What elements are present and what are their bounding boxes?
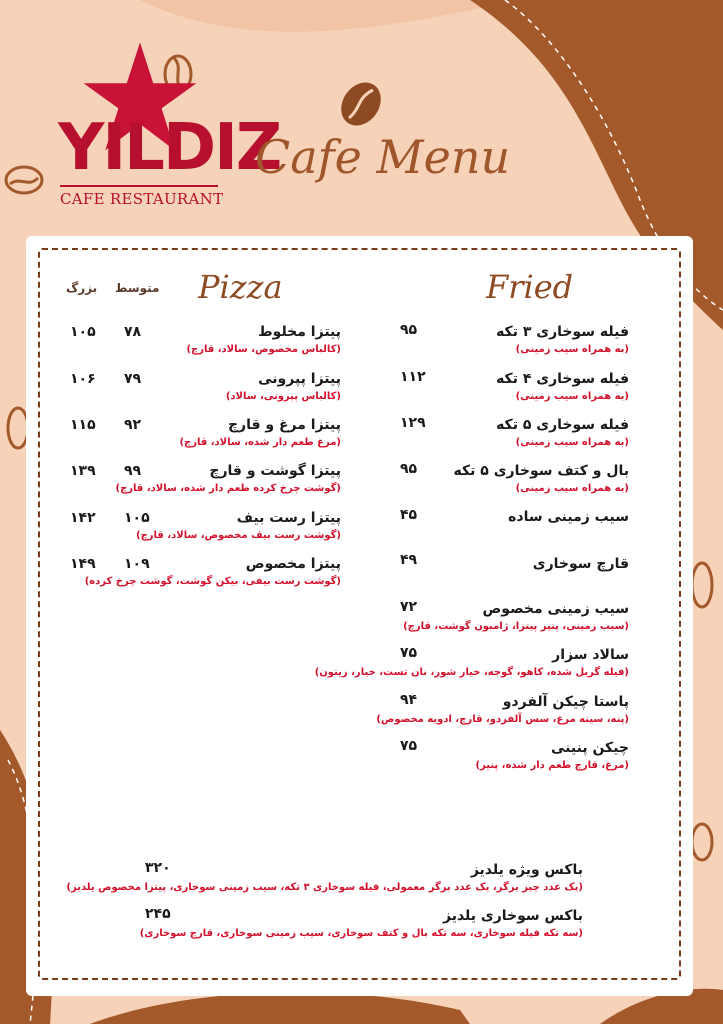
item-name: پیتزا پپرونی (258, 371, 341, 387)
item-description: (کالباس پپرونی، سالاد) (225, 391, 341, 402)
item-price: ۷۵ (400, 738, 418, 754)
item-description: (فیله گریل شده، کاهو، گوجه، خیار شور، نان تست، خیار، زیتون) (314, 667, 629, 678)
item-name: باکس سوخاری یلدیز (443, 908, 583, 924)
brand-subtitle: CAFE RESTAURANT (60, 190, 224, 208)
item-description: (به همراه سیب زمینی) (515, 437, 629, 448)
item-name: پیتزا مخلوط (258, 324, 341, 340)
item-description: (پنه، سینه مرغ، سس آلفردو، قارچ، ادویه مخصوص) (376, 714, 629, 725)
logo-divider (60, 185, 218, 187)
item-description: (مرغ طعم دار شده، سالاد، قارچ) (179, 437, 341, 448)
medium-price: ۱۰۹ (124, 556, 150, 572)
item-name: فیله سوخاری ۵ تکه (496, 417, 629, 433)
item-description: (به همراه سیب زمینی) (515, 344, 629, 355)
item-price: ۴۵ (400, 507, 418, 523)
menu-item (226, 369, 341, 404)
menu-item (66, 860, 583, 895)
large-price: ۱۳۹ (70, 463, 96, 479)
menu-item (403, 599, 629, 634)
menu-item (179, 415, 341, 450)
large-price: ۱۴۹ (70, 556, 96, 572)
item-name: فیله سوخاری ۳ تکه (496, 324, 629, 340)
coffee-bean-icon (335, 78, 387, 130)
menu-item (533, 554, 629, 574)
large-price: ۱۴۲ (70, 510, 96, 526)
large-column-header: بزرگ (66, 281, 98, 295)
item-price: ۳۲۰ (145, 860, 171, 876)
medium-price: ۹۲ (124, 417, 142, 433)
item-name: سالاد سزار (552, 647, 629, 663)
medium-column-header: متوسط (115, 281, 160, 295)
item-name: پیتزا مرغ و قارچ (227, 417, 341, 433)
item-description: (کالباس مخصوص، سالاد، قارچ) (186, 344, 341, 355)
medium-price: ۷۹ (124, 371, 142, 387)
menu-item (454, 461, 629, 496)
item-description: (سه تکه فیله سوخاری، سه تکه بال و کتف سوخاری، سیب زمینی سوخاری، قارچ سوخاری) (139, 928, 583, 939)
item-name: پیتزا رست بیف (236, 510, 341, 526)
item-name: سیب زمینی ساده (508, 509, 629, 525)
item-price: ۱۱۲ (400, 369, 426, 385)
fried-section-title: Fried (486, 268, 574, 306)
medium-price: ۱۰۵ (124, 510, 150, 526)
item-description: (سیب زمینی، پنیر پیتزا، ژامبون گوشت، قارچ) (403, 621, 629, 632)
item-name: پیتزا گوشت و قارچ (209, 463, 341, 479)
item-name: قارچ سوخاری (532, 556, 629, 572)
item-price: ۹۴ (400, 692, 418, 708)
menu-item (496, 415, 629, 450)
medium-price: ۹۹ (124, 463, 142, 479)
item-description: (گوشت چرخ کرده طعم دار شده، سالاد، قارچ) (115, 483, 341, 494)
item-price: ۴۹ (400, 552, 418, 568)
item-description: (به همراه سیب زمینی) (515, 391, 629, 402)
item-description: (به همراه سیب زمینی) (515, 483, 629, 494)
item-price: ۲۴۵ (145, 906, 171, 922)
item-name: پیتزا مخصوص (245, 556, 341, 572)
menu-item (136, 508, 341, 543)
menu-item (475, 738, 629, 773)
item-name: فیله سوخاری ۴ تکه (496, 371, 629, 387)
item-description: (مرغ، قارچ طعم دار شده، پنیر) (475, 760, 629, 771)
item-name: چیکن پنینی (551, 740, 629, 756)
item-description: (گوشت رست بیفی، بیکن گوشت، گوشت چرخ کرده) (84, 576, 341, 587)
menu-item (315, 645, 629, 680)
menu-item (508, 507, 629, 527)
large-price: ۱۱۵ (70, 417, 96, 433)
page-title: Cafe Menu (255, 130, 511, 184)
menu-item (116, 461, 342, 496)
item-price: ۱۲۹ (400, 415, 426, 431)
menu-item (140, 906, 583, 941)
menu-item (496, 322, 629, 357)
item-name: بال و کتف سوخاری ۵ تکه (453, 463, 629, 479)
brand-name: YILDIZ (58, 111, 281, 185)
menu-item (496, 369, 629, 404)
item-price: ۹۵ (400, 322, 418, 338)
item-price: ۹۵ (400, 461, 418, 477)
large-price: ۱۰۶ (70, 371, 96, 387)
item-description: (گوشت رست بیف مخصوص، سالاد، قارچ) (136, 530, 341, 541)
item-description: (یک عدد چیز برگر، یک عدد برگر معمولی، فیله سوخاری ۳ تکه، سیب زمینی سوخاری، پیتزا مخصوص یلدیز) (66, 882, 583, 893)
large-price: ۱۰۵ (70, 324, 96, 340)
medium-price: ۷۸ (124, 324, 142, 340)
item-price: ۷۵ (400, 645, 418, 661)
pizza-section-title: Pizza (198, 268, 283, 306)
item-price: ۷۲ (400, 599, 418, 615)
menu-item (186, 322, 341, 357)
item-name: سیب زمینی مخصوص (482, 601, 629, 617)
item-name: پاستا چیکن آلفردو (502, 694, 629, 710)
item-name: باکس ویژه یلدیز (470, 862, 583, 878)
restaurant-logo (50, 40, 281, 210)
